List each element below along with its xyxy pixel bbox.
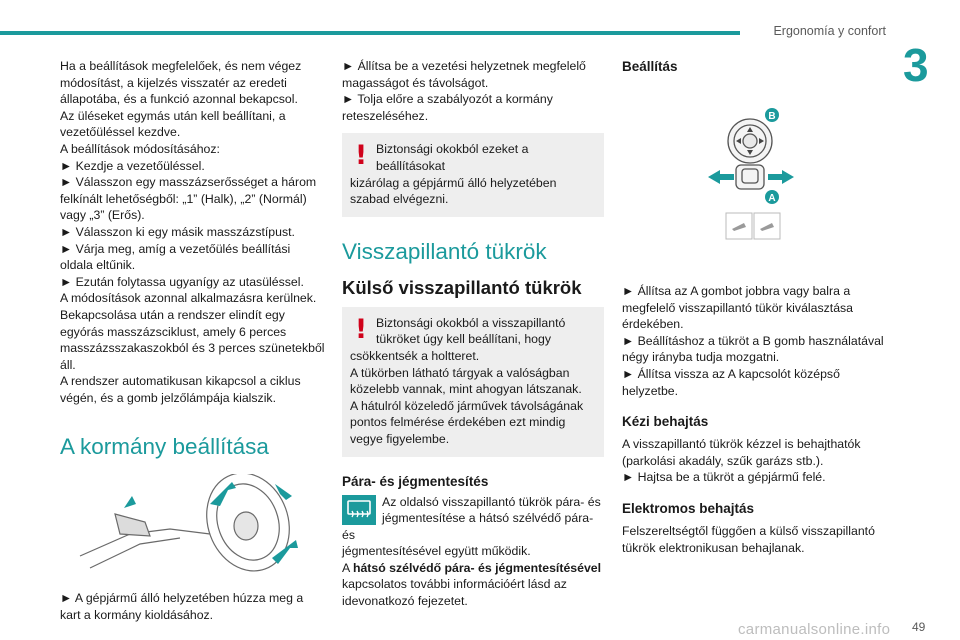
reference-line: A hátsó szélvédő pára- és jégmentesítésével — [342, 560, 602, 575]
section-title-mirrors: Visszapillantó tükrök — [342, 238, 547, 264]
text-line: reteszeléséhez. — [342, 108, 429, 123]
column-right — [622, 58, 890, 556]
heading-electric-folding: Elektromos behajtás — [622, 500, 755, 516]
label-a: A — [768, 193, 776, 204]
text-line: egyórás masszázsciklust, amely 6 perces — [60, 324, 287, 339]
heading-defrost: Pára- és jégmentesítés — [342, 473, 489, 489]
reference-bold: hátsó szélvédő pára- és jégmentesítésével — [352, 560, 602, 575]
text-line: áll. — [60, 357, 76, 372]
text-line: négy irányba tudja mozgatni. — [622, 350, 780, 365]
text-line: Ha a beállítások megfelelőek, és nem végez — [60, 59, 302, 73]
text-line: Az üléseket egymás után kell beállítani, a — [60, 108, 286, 123]
text-line: állapotába, és a funkció azonnal bekapcsol. — [60, 92, 298, 107]
text-line: tükrök elektronikusan behajlanak. — [622, 540, 805, 555]
text-line: módosítást, a kijelzés visszatér az eredeti — [60, 75, 287, 90]
text-line: jégmentesítése a hátsó szélvédő pára- és — [342, 511, 594, 542]
chapter-title: Ergonomía y confort — [773, 24, 886, 38]
heading-exterior-mirrors: Külső visszapillantó tükrök — [342, 276, 582, 298]
text-line: csökkentsék a holtteret. — [350, 348, 480, 363]
watermark: carmanualsonline.info — [738, 621, 891, 638]
text-line: ► Állítsa vissza az A kapcsolót középső — [622, 366, 840, 381]
text-line: helyzetbe. — [622, 383, 679, 398]
text-line: tükröket úgy kell beállítani, hogy — [376, 332, 551, 347]
text-line: magasságot és távolságot. — [342, 75, 489, 90]
column-middle — [342, 58, 604, 610]
text-line: megfelelő visszapillantó tükör kiválasztása — [622, 300, 854, 315]
heading-setting: Beállítás — [622, 59, 678, 74]
text-line: kart a kormány kioldásához. — [60, 608, 214, 623]
text-line: ► Kezdje a vezetőüléssel. — [60, 158, 205, 173]
section-title-steering: A kormány beállítása — [60, 434, 269, 460]
label-b: B — [768, 111, 776, 122]
text-line: érdekében. — [622, 317, 684, 332]
text-line: vagy „3” (Erős). — [60, 208, 145, 223]
text-line: ► Állítsa be a vezetési helyzetnek megfelelő — [342, 59, 586, 73]
text-line: ► Hajtsa be a tükröt a gépjármű felé. — [622, 470, 826, 485]
warning-box-mirrors — [342, 307, 604, 457]
text-line: Biztonsági okokból a visszapillantó — [376, 315, 566, 330]
text-line: Bekapcsolása után a rendszer elindít egy — [60, 307, 285, 322]
text-line: végén, és a gomb jelzőlámpája kialszik. — [60, 390, 276, 405]
text-line: A visszapillantó tükrök kézzel is behajthatók — [622, 437, 861, 452]
rear-defrost-icon — [342, 495, 376, 525]
text-line: felkínált lehetőségből: „1” (Halk), „2” (Normál) — [60, 191, 307, 206]
text-line: oldala eltűnik. — [60, 258, 136, 273]
text-line: idevonatkozó fejezetet. — [342, 594, 468, 609]
chapter-number: 3 — [903, 39, 929, 91]
text-line: ► Válasszon ki egy másik masszázstípust. — [60, 224, 295, 239]
warning-box-steering — [342, 133, 604, 216]
column-left — [60, 58, 332, 624]
text-line: vegye figyelembe. — [350, 431, 450, 446]
text-line: jégmentesítésével együtt működik. — [342, 544, 531, 559]
text-line: ► Beállításhoz a tükröt a B gomb használatával — [622, 333, 884, 348]
text-line: A módosítások azonnal alkalmazásra kerülnek. — [60, 291, 317, 306]
heading-manual-folding: Kézi behajtás — [622, 414, 709, 430]
text-line: Biztonsági okokból ezeket a beállításokat — [376, 142, 529, 173]
header-accent-bar — [0, 31, 740, 35]
text-line: masszázsszakaszokból és 3 perces szünetekből — [60, 341, 325, 356]
text-line: vezetőüléssel kezdve. — [60, 125, 181, 140]
text-line: A beállítások módosításához: — [60, 141, 220, 156]
massage-text-block — [60, 58, 332, 406]
steering-wheel-illustration — [60, 474, 332, 578]
text-line: ► Ezután folytassa ugyanígy az utasüléssel. — [60, 274, 304, 289]
text-line: A rendszer automatikusan kikapcsol a ciklus — [60, 374, 301, 389]
text-line: ► Várja meg, amíg a vezetőülés beállítási — [60, 241, 291, 256]
text-line: ► A gépjármű álló helyzetében húzza meg a — [60, 591, 304, 606]
text-line: közelebb vannak, mint ahogyan látszanak. — [350, 382, 582, 397]
text-line: kapcsolatos további információért lásd az — [342, 577, 567, 592]
text-line: (parkolási akadály, szűk garázs stb.). — [622, 453, 824, 468]
text-line: ► Válasszon egy masszázserősséget a három — [60, 175, 317, 190]
warning-icon: ! — [354, 313, 368, 345]
text-line: A hátulról közeledő járművek távolságának — [350, 398, 584, 413]
text-line: Az oldalsó visszapillantó tükrök pára- és — [382, 494, 601, 509]
text-line: ► Állítsa az A gombot jobbra vagy balra a — [622, 284, 851, 298]
defrost-text-block — [342, 494, 604, 610]
mirror-control-illustration — [622, 99, 890, 249]
text-line: pontos felmérése érdekében ezt mindig — [350, 415, 566, 430]
text-line: A tükörben látható tárgyak a valóságban — [350, 365, 570, 380]
text-line: Felszereltségtől függően a külső visszapillantó — [622, 523, 875, 538]
warning-icon: ! — [354, 140, 368, 172]
text-line: kizárólag a gépjármű álló helyzetében — [350, 175, 557, 190]
text-line: szabad elvégezni. — [350, 192, 449, 207]
page-number: 49 — [912, 620, 926, 634]
text-line: ► Tolja előre a szabályozót a kormány — [342, 92, 553, 107]
